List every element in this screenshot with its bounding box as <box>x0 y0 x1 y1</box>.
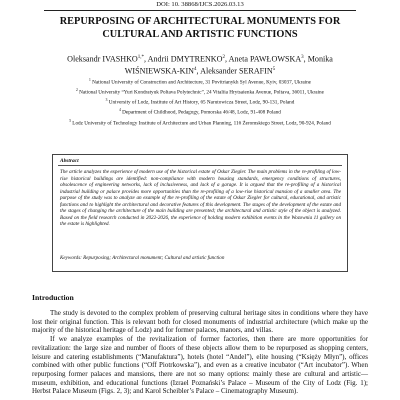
affiliation-line <box>30 97 370 107</box>
affiliation-number: 2 <box>76 88 78 93</box>
author-separator: , <box>144 54 148 64</box>
introduction-heading: Introduction <box>32 293 74 302</box>
affiliation-text: Department of Childhood, Pedagogy, Pomorska 46/48, Lodz, 91-408 Poland <box>122 110 281 117</box>
paper-title <box>20 16 380 41</box>
author-name: Andrii DMYTRENKO <box>147 54 223 64</box>
affiliation-number: 5 <box>69 118 71 123</box>
affiliation-text: National University “Yuri Kondratyuk Poltava Polytechnic”, 24 Vitaliia Hrytsaienka Avenue, Poltava, 36011, Ukraine <box>79 89 324 96</box>
title-line-1: REPURPOSING OF ARCHITECTURAL MONUMENTS FOR <box>59 16 341 27</box>
author-affiliation-mark: 5 <box>272 67 276 73</box>
affiliation-number: 4 <box>119 108 121 113</box>
affiliation-line <box>30 87 370 97</box>
affiliation-text: National University of Construction and Architecture, 31 Povitrianykh Syl Avenue, Kyiv, 03037, Ukraine <box>92 79 311 86</box>
doi-header: DOI: 10. 38868/IJCS.2026.03.13 <box>156 1 244 8</box>
author-list <box>30 53 370 78</box>
abstract-divider <box>58 165 342 166</box>
author-separator: , Monika <box>303 54 333 64</box>
affiliation-number: 3 <box>105 98 108 103</box>
author-affiliation-mark: 3 <box>301 55 304 60</box>
author-affiliation-mark: 1,* <box>137 55 145 60</box>
abstract-heading: Abstract <box>60 158 79 164</box>
affiliation-text: University of Lodz, Institute of Art History, 65 Narutowicza Street, Lodz, 90-131, Poland <box>108 100 295 107</box>
affiliation-number: 1 <box>89 78 91 82</box>
keywords-text: Repurposing; Architectural monument; Cultural and artistic function <box>83 255 225 261</box>
affiliation-line <box>30 118 370 128</box>
header-rule <box>44 10 356 11</box>
affiliations <box>30 77 370 128</box>
author-separator: , Aleksander SERAFIN <box>196 67 273 77</box>
body-paragraph: If we analyze examples of the revitalization of former factories, then there are more opportunities for revitalization: the large size and number of floors of these objects allow them to be repurposed as shopping centers, leisure and catering establishments (“Manufaktura”), hotels (hotel “Andel”), elite housing (“Księży Młyn”), offices combined with other public functions (“Off Piotrkowska”), and even as a creative incubator (“Art incubator”). When repurposing former palaces and mansions, there are not so many options: mainly these are cultural and artistic—museum, exhibition, and educational functions (Izrael Poznański’s Palace – Museum of the City of Lodz (Fig. 1); Herbst Palace Museum (Figs. 2, 3); and Karol Scheibler’s Palace – Cinematography Museum). <box>32 335 368 396</box>
title-line-2: CULTURAL AND ARTISTIC FUNCTIONS <box>102 28 298 40</box>
author-separator: , <box>225 54 229 64</box>
affiliation-text: Lodz University of Technology Institute of Architecture and Urban Planning, 116 Żeromskiego Street, Lodz, 90-924, Poland <box>72 120 331 127</box>
affiliation-line <box>30 77 370 87</box>
abstract-text: The article analyzes the experience of modern use of the historical estate of Oskar Ziegler. The main problems in the re-profiling of low-rise historical buildings are identified: non-compliance with modern housing standards, emergency conditions of structures, obsolescence of engineering networks, lack of inclusiveness, and lack of a garage. It is argued that the re-profiling of a historical industrial building or palace provides more opportunities than the re-profiling of a low-rise historical mansion of a smaller area. The purpose of the study was to analyze an example of the re-profiling of the estate of Oskar Ziegler for cultural, educational, and artistic functions and to highlight the architectural and decorative features of this development. The stages of the development of the estate and the stages of changing the architecture of the main building are presented; the architectural and artistic style of the object is analyzed. Based on the field research conducted in 2022-2026, the experience of holding modern exhibition events in the Wozownia 11 gallery on the estate is highlighted. <box>60 169 341 227</box>
author-name: WIŚNIEWSKA-KIN <box>124 67 194 77</box>
keywords <box>60 255 341 262</box>
affiliation-line <box>30 107 370 117</box>
introduction-body <box>32 309 368 396</box>
author-affiliation-mark: 4 <box>194 67 197 73</box>
body-paragraph: The study is devoted to the complex problem of preserving cultural heritage sites in conditions where they have lost their original function. This is relevant both for closed monuments of industrial architecture (which make up the majority of the historical heritage of Lodz) and for former palaces, manors, and villas. <box>32 309 368 335</box>
keywords-label: Keywords: <box>60 255 82 261</box>
author-name: Oleksandr IVASHKO <box>67 54 138 64</box>
author-affiliation-mark: 2 <box>222 55 225 60</box>
author-name: Aneta PAWŁOWSKA <box>228 54 302 64</box>
